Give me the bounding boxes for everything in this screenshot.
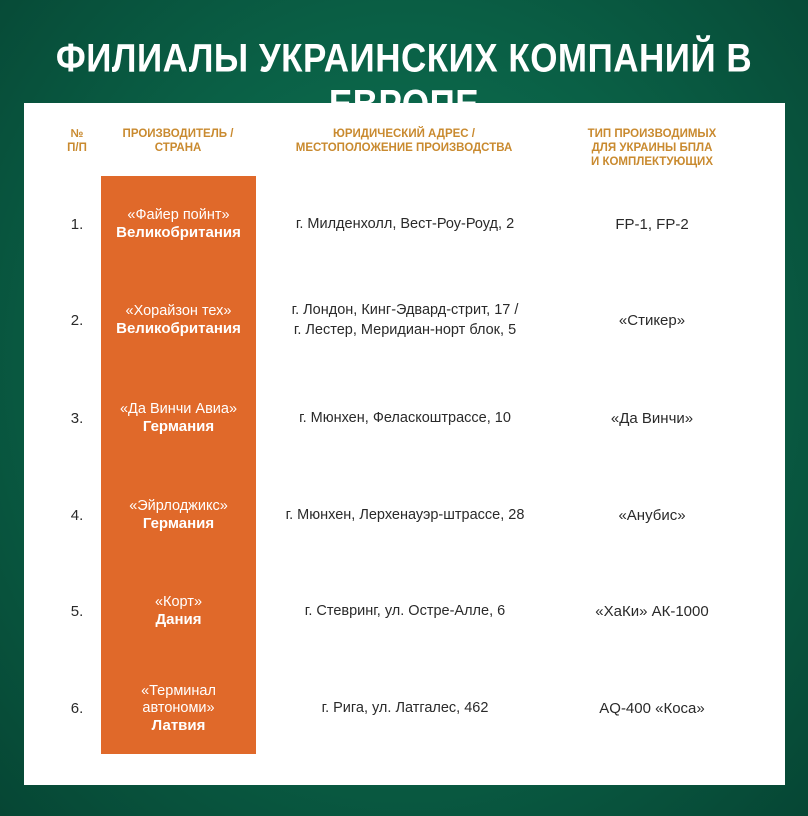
header-line: ЮРИДИЧЕСКИЙ АДРЕС / [332,128,475,140]
row-number: 3. [70,409,84,427]
table-row [24,275,785,365]
maker-cell [101,179,256,269]
row-number: 6. [70,699,84,717]
product-type: FP-1, FP-2 [615,215,689,233]
address-line: г. Лестер, Меридиан-норт блок, 5 [293,322,517,338]
maker-country: Германия [142,515,215,532]
product-type: «Да Винчи» [610,409,694,427]
address-cell [264,566,546,656]
header-line: № [70,128,84,140]
address-cell [264,275,546,365]
maker-name: «Да Винчи Авиа» [119,401,238,417]
maker-cell [101,275,256,365]
header-line: СТРАНА [154,142,202,154]
table-row [24,373,785,463]
maker-country: Дания [155,611,202,628]
maker-country: Великобритания [116,224,241,241]
header-line: МЕСТОПОЛОЖЕНИЕ ПРОИЗВОДСТВА [295,142,513,154]
maker-country: Латвия [151,716,206,734]
address-cell [264,663,546,753]
maker-name: «Файер пойнт» [127,207,230,223]
column-header-maker [98,127,258,155]
column-header-address [264,127,544,155]
header-line: ДЛЯ УКРАИНЫ БПЛА [591,142,713,154]
address-line: г. Рига, ул. Латгалес, 462 [321,700,489,716]
address-cell [264,373,546,463]
address-line: г. Мюнхен, Лерхенауэр-штрассе, 28 [285,507,525,523]
maker-cell [101,470,256,560]
address-line: г. Милденхолл, Вест-Роу-Роуд, 2 [295,216,515,232]
table-row [24,179,785,269]
maker-name: «Корт» [154,594,203,610]
column-header-type [552,127,752,169]
maker-name: «Терминал автономи» [141,682,216,716]
row-number: 4. [70,506,84,524]
address-cell [264,470,546,560]
product-type: «ХаКи» АК-1000 [595,602,709,620]
row-number: 5. [70,602,84,620]
maker-country: Великобритания [116,320,241,337]
address-line: г. Лондон, Кинг-Эдвард-стрит, 17 / [291,302,519,318]
table-row [24,663,785,753]
row-number: 1. [70,215,84,233]
product-type: AQ-400 «Коса» [599,699,705,717]
header-line: ПРОИЗВОДИТЕЛЬ / [122,128,234,140]
header-line: И КОМПЛЕКТУЮЩИХ [590,156,713,168]
table-row [24,470,785,560]
header-line: ТИП ПРОИЗВОДИМЫХ [587,128,717,140]
table-panel [24,103,785,785]
table-row [24,566,785,656]
product-type: «Анубис» [618,506,686,524]
address-line: г. Мюнхен, Феласкоштрассе, 10 [299,410,511,426]
maker-country: Германия [142,418,215,435]
maker-name: «Эйрлоджикс» [129,498,228,514]
address-cell [264,179,546,269]
maker-cell [101,373,256,463]
column-header-number [57,127,97,155]
address-line: г. Стевринг, ул. Остре-Алле, 6 [304,603,506,619]
header-line: П/П [67,142,87,154]
maker-cell [101,566,256,656]
maker-cell [101,663,256,753]
product-type: «Стикер» [618,311,686,329]
row-number: 2. [70,311,84,329]
page-title: ФИЛИАЛЫ УКРАИНСКИХ КОМПАНИЙ В [55,36,753,81]
maker-name: «Хорайзон тех» [125,303,232,319]
